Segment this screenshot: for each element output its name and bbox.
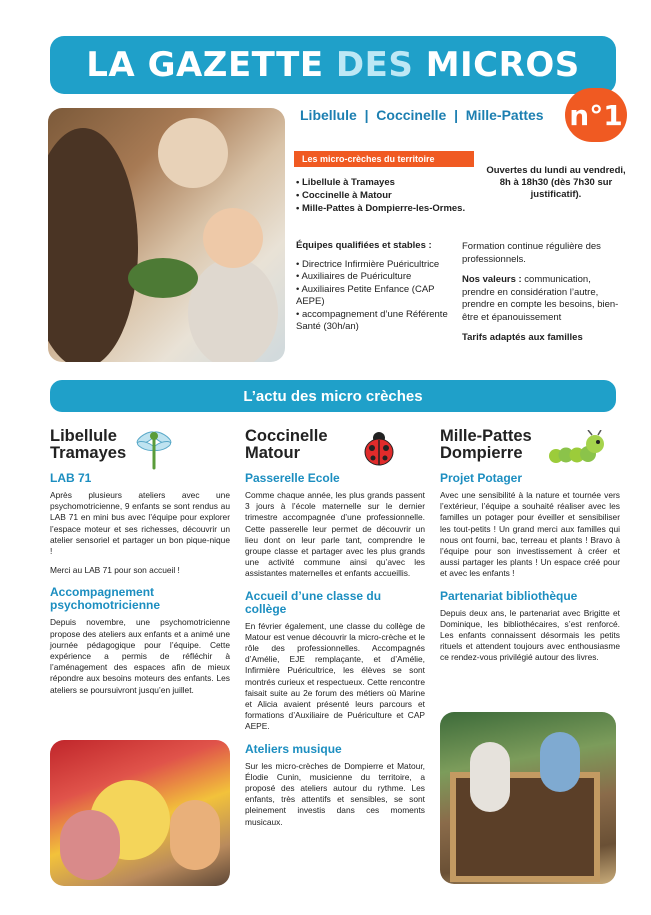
territory-list: • Libellule à Tramayes • Coccinelle à Matour • Mille-Pattes à Dompierre-les-Ormes. [296, 177, 466, 214]
gazette-title: LA GAZETTE DES MICROS [86, 45, 580, 85]
column-mille-pattes: Mille-Pattes Dompierre Projet Potager Avec une sensibilité à la nature et tournée vers l’extérieur, l’équipe a souhaité réaliser avec les familles un potager pour éveiller et sensibiliser les tout-petits ! Un grand merci aux familles qui nous ont fourni, bac, terreau et plants ! Bravo à l’équipe pour son investissement à créer et aussi partager les plants ! Un espace créé pour et avec les enfants ! Partenariat bibliothèque Depuis deux ans, le partenariat avec Brigitte et Dominique, les bibliothécaires, s’est renforcé. Les enfants connaissent désormais les petits rituels et attendent toujours avec enthousiasme ce rendez-vous privilégié autour des livres. [440, 427, 620, 663]
caterpillar-icon [548, 430, 604, 470]
col-title: Libellule Tramayes [50, 427, 127, 462]
photo-vegetable-garden [440, 712, 616, 884]
photo-children-tent [50, 740, 230, 886]
opening-hours: Ouvertes du lundi au vendredi, 8h à 18h30 (dès 7h30 sur justificatif). [486, 165, 626, 200]
photo-children-sensory-activity [48, 108, 285, 362]
section-banner: L’actu des micro crèches [50, 380, 616, 412]
masthead [50, 36, 616, 94]
column-libellule: Libellule Tramayes LAB 71 Après plusieurs ateliers avec une psychomotricienne, 9 enfants se sont rendus au LAB 71 en mini bus avec l’équipe pour explorer l’espace moteur et ses richesses, découvrir un atelier sensoriel et partager un bon pique-nique ! Merci au LAB 71 pour son accueil ! Accompagnement psychomotricienne Depuis novembre, une psychomotricienne propose des ateliers aux enfants et a animé une journée pédagogique pour l’équipe. Cette expérience a permis de réfléchir à l’aménagement des espaces afin de mieux répondre aux besoins moteurs des enfants. Les ateliers se poursuivront jusqu’en juillet. [50, 427, 230, 695]
dragonfly-icon [134, 426, 174, 470]
territory-tag: Les micro-crèches du territoire [294, 151, 474, 167]
ladybug-icon [360, 430, 398, 468]
values-block: Formation continue régulière des professionnels. Nos valeurs : communication, prendre en considération l’autre, prendre en compte les besoins, bien-être et épanouissement Tarifs adaptés aux familles [462, 241, 619, 343]
column-coccinelle: Coccinelle Matour Passerelle Ecole Comme chaque année, les plus grands passent 3 jours à l’école maternelle sur le dernier trimestre accompagnée d’une professionnelle. Cette passerelle leur permet de découvrir un lieu dont on leur parle tant, comprendre le groupe classe et partager avec les plus grands une activité commune ainsi qu’avec les assistantes maternelles et enfants accueillis. Accueil d’une classe du collège En février également, une classe du collège de Matour est venue découvrir la micro-crèche et le rôle des professionnelles. Accompagnés d’Amélie, EJE remplaçante, et d’Amélie, Infirmière Puéricultrice, les élèves se sont montrés curieux et respectueux. Cette rencontre faisait suite au 2e forum des métiers où Marine et Alicia avaient présenté leurs parcours et formations d’Auxiliaire de Puériculture et CAP AEPE. Ateliers musique Sur les micro-crèches de Dompierre et Matour, Élodie Cunin, musicienne du territoire, a proposé des ateliers autour du rythme. Les enfants, très attentifs et sensibles, se sont pleinement investis dans ces moments musicaux. [245, 427, 425, 827]
crèche-names: Libellule | Coccinelle | Mille-Pattes [300, 107, 544, 123]
teams-block: Équipes qualifiées et stables : • Directrice Infirmière Puéricultrice • Auxiliaires de Puériculture • Auxiliaires Petite Enfance (CAP AEPE) • accompagnement d’une Référente Santé (30h/an) [296, 240, 448, 332]
issue-badge: n°1 [565, 88, 627, 142]
